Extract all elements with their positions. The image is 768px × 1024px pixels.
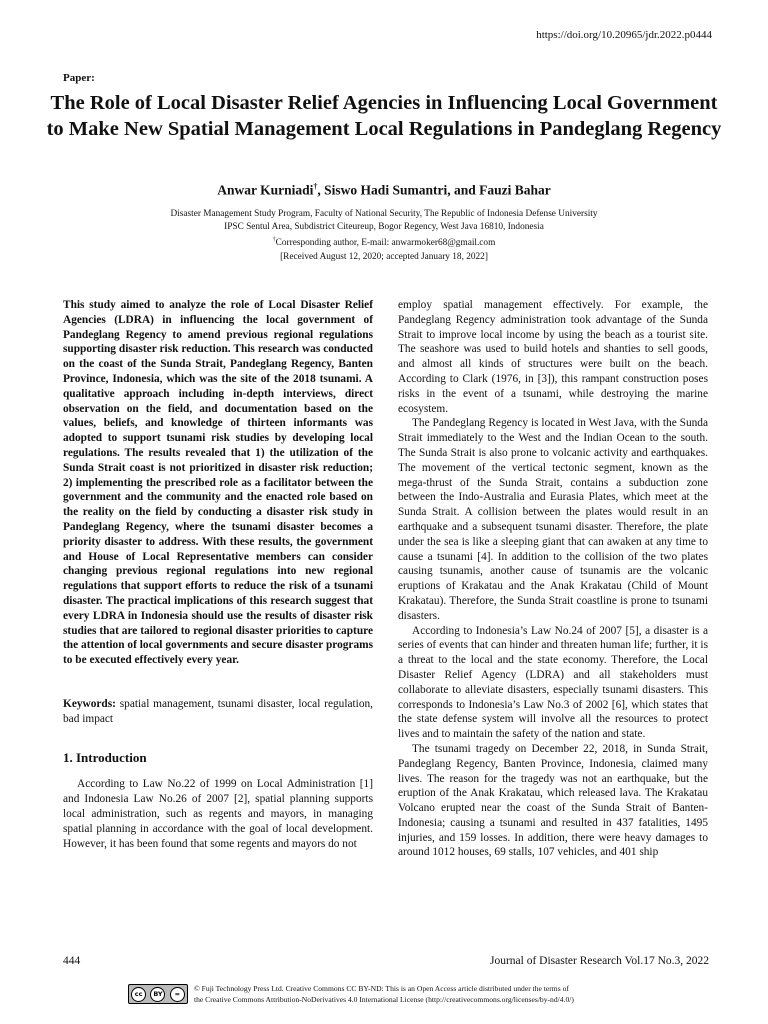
body-paragraph: The tsunami tragedy on December 22, 2018, in Sunda Strait, Pandeglang Regency, Banten Province, Indonesia, claimed many lives. The reason for the tragedy was not an earthquake, but the eruption of the Anak Krakatau, which released lava. The Krakatau Volcano erupted near the coast of the Sunda Strait of Banten-Indonesia; causing a tsunami and resulted in 437 fatalities, 1495 injuries, and 159 losses. In addition, there were heavy damages to around 1012 houses, 69 stalls, 107 vehicles, and 401 ship — [398, 742, 708, 859]
license-line[interactable]: the Creative Commons Attribution-NoDerivatives 4.0 International License (http://creativecommons.org/licenses/by-nd/4.0/) — [194, 995, 574, 1004]
left-column — [63, 298, 373, 851]
right-column — [398, 298, 708, 860]
author-list — [40, 182, 728, 199]
doi-link[interactable]: https://doi.org/10.20965/jdr.2022.p0444 — [536, 29, 712, 41]
author-first: Anwar Kurniadi — [217, 182, 314, 198]
affiliation-block — [40, 208, 728, 264]
keywords — [63, 697, 373, 727]
affiliation-address: IPSC Sentul Area, Subdistrict Citeureup, Bogor Regency, West Java 16810, Indonesia — [224, 222, 544, 233]
by-icon: BY — [150, 987, 165, 1002]
license-line: © Fuji Technology Press Ltd. Creative Commons CC BY-ND: This is an Open Access article distributed under the terms of — [194, 984, 569, 993]
author-rest: , Siswo Hadi Sumantri, and Fauzi Bahar — [317, 182, 551, 198]
license-block — [128, 983, 728, 1005]
journal-citation: Journal of Disaster Research Vol.17 No.3, 2022 — [490, 955, 709, 967]
body-paragraph: According to Indonesia’s Law No.24 of 2007 [5], a disaster is a series of events that can hinder and threaten human life; further, it is a threat to the local and the state economy. Therefore, the Local Disaster Relief Agency (LDRA) and all stakeholders must collaborate to alleviate disasters, especially tsunami disasters. This corresponds to Indonesia’s Law No.3 of 2002 [6], which states that the state defense system will involve all the resources to protect lives and to maintain the safety of the nation and state. — [398, 624, 708, 741]
keywords-text: spatial management, tsunami disaster, local regulation, bad impact — [63, 697, 373, 725]
cc-icon: cc — [131, 987, 146, 1002]
cc-by-nd-badge[interactable] — [128, 984, 188, 1004]
keywords-label: Keywords: — [63, 697, 116, 710]
body-paragraph: The Pandeglang Regency is located in West Java, with the Sunda Strait immediately to the West and the Indian Ocean to the south. The Sunda Strait is also prone to volcanic activity and earthquakes. The movement of the vertical tectonic segment, known as the mega-thrust of the Sunda Strait, contains a subduction zone between the Indo-Australia and Eurasia Plates, which meet at the Sunda Strait. A collision between the plates would result in an earthquake and a subsequent tsunami disaster. Therefore, the plate under the sea is like a sleeping giant that can awaken at any time to cause a tsunami [4]. In addition to the collision of the two plates causing tsunamis, another cause of tsunamis are the volcanic eruptions of Krakatau and the Anak Krakatau (Child of Mount Krakatau). Therefore, the Sunda Strait coastline is prone to tsunami disasters. — [398, 417, 708, 622]
corresponding-author — [40, 234, 728, 250]
affiliation-line: Disaster Management Study Program, Faculty of National Security, The Republic of Indonesia Defense University — [170, 209, 598, 219]
paper-type-label: Paper: — [63, 72, 95, 84]
nd-icon: = — [170, 987, 185, 1002]
license-text — [194, 983, 574, 1005]
abstract: This study aimed to analyze the role of Local Disaster Relief Agencies (LDRA) in influencing the local government of Pandeglang Regency to amend previous regional regulations supporting disaster risk reduction. This research was conducted on the coast of the Sunda Strait, Pandeglang Regency, Banten Province, Indonesia, which was the site of the 2018 tsunami. A qualitative approach including in-depth interviews, direct observation on the field, and documentation based on the values, beliefs, and knowledge of thirteen informants was adopted to support tsunami risk studies by developing local regulations. The results revealed that 1) the utilization of the Sunda Strait coast is not prioritized in disaster risk reduction; 2) implementing the prescribed role as a facilitator between the government and the community and the enacted role based on the reality on the field by conducting a disaster risk study in Pandeglang Regency, where the tsunami disaster becomes a priority disaster to address. With these results, the government and House of Local Representative members can consider changing previous regional regulations into new regional regulations that support efforts to reduce the risk of a tsunami disaster. The practical implications of this research suggest that every LDRA in Indonesia should use the results of disaster risk studies that are tailored to regional disaster priorities to capture the attention of local governments and secure disaster programs to be executed effectively every year. — [63, 299, 373, 667]
body-paragraph: According to Law No.22 of 1999 on Local Administration [1] and Indonesia Law No.26 of 2007 [2], spatial planning supports local administration, such as regents and mayors, in managing spatial planning in accordance with the goal of local development. However, it has been found that some regents and mayors do not — [63, 778, 373, 850]
section-heading-introduction: 1. Introduction — [63, 749, 147, 765]
received-dates: [Received August 12, 2020; accepted January 18, 2022] — [280, 251, 488, 262]
paper-title: The Role of Local Disaster Relief Agencies in Influencing Local Government to Make New Spatial Management Local Regulations in Pandeglang Regency — [46, 92, 722, 140]
corresponding-marker: † — [313, 182, 318, 191]
body-paragraph: employ spatial management effectively. For example, the Pandeglang Regency administration took advantage of the Sunda Strait to improve local income by using the beach as a tourist site. The seashore was used to build hotels and shanties to sell goods, and almost all kinds of structures were built on the beach. According to Clark (1976, in [3]), this rampant construction poses risks in the event of a tsunami, while destroying the marine ecosystem. — [398, 299, 708, 415]
page-number: 444 — [63, 955, 81, 967]
corresponding-email: Corresponding author, E-mail: anwarmoker68@gmail.com — [275, 238, 496, 249]
corresponding-marker: † — [272, 237, 276, 244]
